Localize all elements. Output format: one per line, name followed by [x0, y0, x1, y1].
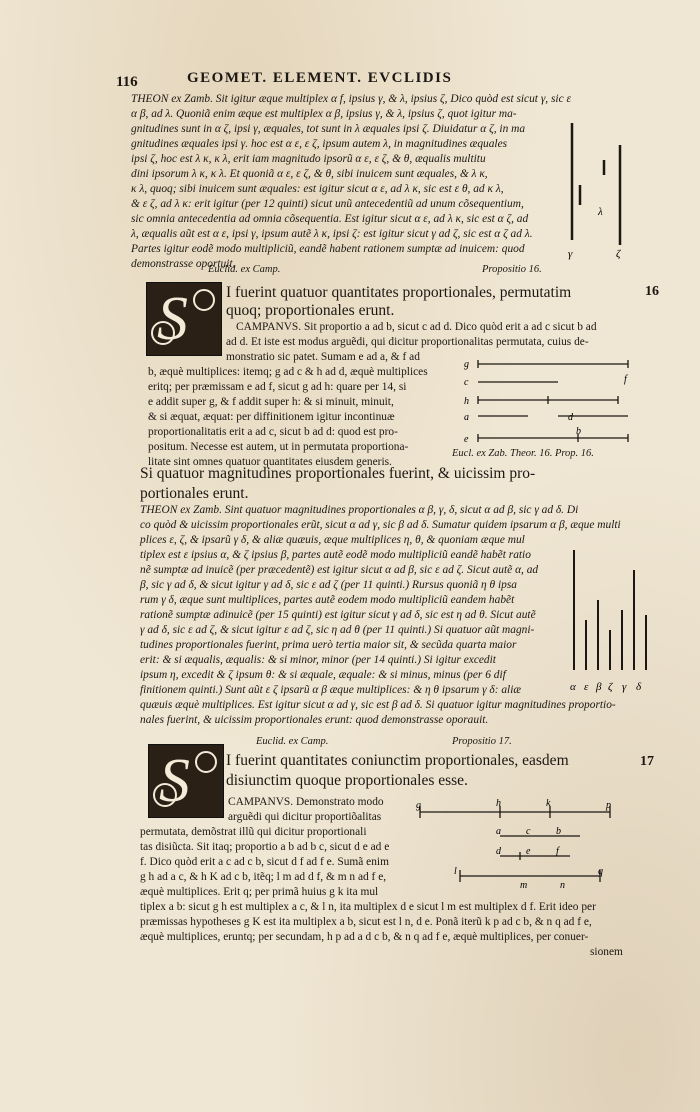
text-line: & si æquat, æquat: per diffinitionem igitur incontinuæ [148, 411, 395, 423]
caption-euclid-camp-17: Euclid. ex Camp. [256, 736, 329, 747]
diagram-label: γ [622, 681, 627, 693]
diagram-multiples-1 [560, 115, 640, 265]
text-line: litate sint omnes quatuor quantitates eiusdem generis. [148, 456, 392, 468]
text-line: erit: & si æqualis, æqualis: & si minor, minor (per 14 quinti.) Si igitur excedit [140, 654, 496, 666]
theon-heading-16-line-1: Si quatuor magnitudines proportionales fuerint, & uicissim pro- [140, 465, 536, 482]
text-line: rationẽ sumptæ adinuicẽ (per 15 quinti) est igitur sicut γ ad δ, sic est η ad θ. Sicut autẽ [140, 609, 536, 621]
diagram-label: m [520, 880, 528, 891]
decorated-initial-s: S [146, 282, 222, 356]
diagram-label: h [496, 798, 501, 809]
caption-propositio: Propositio 16. [482, 264, 542, 275]
text-line: arguẽdi qui dicitur proportiõalitas [228, 811, 382, 823]
diagram-label: f [624, 374, 627, 385]
proposition-17-line-1: I fuerint quantitates coniunctim proportionales, easdem [226, 752, 569, 769]
text-line: b, æquè multiplices: itemq; g ad c & h ad d, æquè multiplices [148, 366, 428, 378]
diagram-label: γ [568, 248, 573, 260]
text-line: nales fuerint, & uicissim proportionales erunt: quod demonstrasse oporauit. [140, 714, 489, 726]
diagram-label: ζ [616, 248, 621, 260]
theon-block-1 [131, 92, 571, 272]
text-line: eritq; per præmissam e ad f, sicut g ad h: quare per 14, si [148, 381, 407, 393]
diagram-label: a [464, 412, 469, 423]
text-line: monstratio sic patet. Sumam e ad a, & f ad [226, 351, 420, 363]
proposition-16-line-1: I fuerint quatuor quantitates proportionales, permutatim [226, 284, 572, 301]
diagram-label: g [464, 359, 469, 370]
caption-eucl-zab-16: Eucl. ex Zab. Theor. 16. Prop. 16. [452, 448, 594, 459]
text-line: proportionalitatis erit a ad c, sicut b ad d: quod est pro- [148, 426, 398, 438]
diagram-label: δ [636, 681, 642, 693]
diagram-label: h [464, 396, 469, 407]
text-line: CAMPANVS. Demonstrato modo [228, 796, 384, 808]
text-line: THEON ex Zamb. Sit igitur æque multiplex α f, ipsius γ, & λ, ipsius ζ, Dico quòd est sicut γ, sic ε [131, 93, 571, 105]
diagram-segments-16 [458, 352, 648, 452]
text-line: CAMPANVS. Sit proportio a ad b, sicut c ad d. Dico quòd erit a ad c sicut b ad [236, 321, 597, 333]
diagram-label: e [464, 434, 469, 445]
proposition-17-line-2: disiunctim quoque proportionales esse. [226, 772, 468, 789]
diagram-label: β [596, 681, 602, 693]
text-line: demonstrasse oportuit. [131, 258, 236, 270]
page-number: 116 [116, 74, 138, 90]
text-line: sic omnia antecedentia ad omnia cõsequentia. Est igitur sicut α ε, ad λ κ, sic est α ζ, ad [131, 213, 529, 225]
text-line: ipsum η, excedit & ζ ipsum θ: & si æquale, æquale: & si minus, minus (per 6 dif [140, 669, 506, 681]
caption-euclid-camp: Euclid. ex Camp. [208, 264, 281, 275]
margin-number-16: 16 [645, 284, 659, 299]
text-line: e addit super g, & f addit super h: & si minuit, minuit, [148, 396, 394, 408]
text-line: tiplex est ε ipsius α, & ζ ipsius β, partes autẽ eodẽ modo multipliciũ eandẽ habẽt ratio [140, 549, 531, 561]
decorated-initial-s-17: S [148, 744, 224, 818]
caption-propositio-17: Propositio 17. [452, 736, 512, 747]
margin-number-17: 17 [640, 754, 654, 769]
diagram-label: g [416, 800, 421, 811]
diagram-label: a [496, 826, 501, 837]
text-line: λ, æqualis aũt est α ε, ipsi γ, ipsum autẽ λ κ, ipsi ζ: est igitur sicut γ ad ζ, sic est α ζ ad λ. [131, 228, 533, 240]
text-line: tiplex a b: sicut g h est multiplex a c, & l n, ita multiplex d e sicut l m est multiplex d f. Erit ideo per [140, 901, 596, 913]
diagram-label: b [576, 426, 581, 437]
running-title: GEOMET. ELEMENT. EVCLIDIS [187, 70, 453, 86]
text-line: ad d. Et iste est modus arguẽdi, qui dicitur proportionalitas permutata, cuius de- [226, 336, 589, 348]
text-line: sionem [590, 946, 623, 958]
text-line: co quòd & uicissim proportionales erũt, sicut α ad γ, sic β ad δ. Sumatur quidem ipsarum α β, æque multi [140, 519, 621, 531]
text-line: f. Dico quòd erit a c ad c b, sicut d f ad f e. Sumã enim [140, 856, 389, 868]
diagram-label: d [496, 846, 501, 857]
diagram-label: n [560, 880, 565, 891]
text-line: tas disiũcta. Sit itaq; proportio a b ad b c, sicut d e ad e [140, 841, 390, 853]
diagram-label: α [570, 681, 576, 693]
text-line: æquè multiplices, eruntq; per secundam, h p ad a d c b, & n q ad f e, æquè multiplices, per conuer- [140, 931, 589, 943]
text-line: finitionem quinti.) Sunt aũt ε ζ ipsarũ α β æque multiplices: & η θ ipsarum γ δ: aliæ [140, 684, 521, 696]
diagram-label: d [568, 412, 573, 423]
text-line: positum. Necesse est autem, ut in permutata proportiona- [148, 441, 409, 453]
theon-block-2 [140, 503, 621, 728]
diagram-label: k [546, 798, 551, 809]
diagram-label: e [526, 846, 531, 857]
diagram-label: λ [598, 206, 603, 218]
text-line: & ε ζ, ad λ κ: erit igitur (per 12 quinti) sicut unũ antecedentiũ ad unum cõsequentium, [131, 198, 524, 210]
text-line: quæuis æquè multiplices. Est igitur sicut α ad γ, sic est β ad δ. Si quatuor igitur magnitudines proportio- [140, 699, 616, 711]
ornament-icon [193, 289, 215, 311]
text-line: præmissas hypotheses g K est ita multiplex a b, sicut est l n, d e. Ponã iterũ k p ad c b, & n q ad f e, [140, 916, 592, 928]
diagram-label: f [556, 846, 559, 857]
diagram-segments-17 [410, 796, 645, 891]
text-line: γ ad δ, sic ε ad ζ, & sicut igitur ε ad ζ, sic η ad θ (per 11 quinti.) Si quatuor aũt magni- [140, 624, 535, 636]
text-line: tudines proportionales fuerint, prima uerò tertia maior sit, & secũda quarta maior [140, 639, 517, 651]
diagram-label: ζ [608, 681, 613, 693]
diagram-label: ε [584, 681, 589, 693]
text-line: α β, ad λ. Quoniã enim æque est multiplex α β, ipsius γ, & λ, ipsius ζ, quot igitur ma- [131, 108, 517, 120]
diagram-label: c [526, 826, 531, 837]
text-line: THEON ex Zamb. Sint quatuor magnitudines proportionales α β, γ, δ, sicut α ad β, sic γ ad δ. Di [140, 504, 579, 516]
text-line: permutata, demõstrat illũ qui dicitur proportionali [140, 826, 367, 838]
diagram-multiples-2 [560, 540, 660, 700]
diagram-label: c [464, 377, 469, 388]
text-line: g h ad a c, & h K ad c b, itẽq; l m ad d f, & m n ad f e, [140, 871, 387, 883]
diagram-label: l [454, 866, 457, 877]
diagram-label: p [606, 800, 611, 811]
theon-heading-16-line-2: portionales erunt. [140, 485, 249, 502]
text-line: β, sic γ ad δ, & sicut igitur γ ad δ, sic ε ad ζ (per 11 quinti.) Rursus quoniã η θ ipsa [140, 579, 517, 591]
text-line: ipsi ζ, hoc est λ κ, κ λ, erit iam magnitudo ipsorũ α ε, ε ζ, & θ, æqualis multitu [131, 153, 486, 165]
text-line: gnitudines sunt in α ζ, ipsi γ, æquales, tot sunt in λ æquales ipsi ζ. Diuidatur α ζ, in ma [131, 123, 526, 135]
text-line: gnitudines æquales ipsi γ. hoc est α ε, ε ζ, ipsum autem λ, in magnitudines æquales [131, 138, 508, 150]
text-line: plices ε, ζ, & ipsarũ γ δ, & aliæ quæuis, æque multiplices η, θ, & quoniam æque mul [140, 534, 525, 546]
diagram-label: q [598, 866, 603, 877]
ornament-icon [195, 751, 217, 773]
text-line: æquè multiplices. Erit q; per primã huius g k ita mul [140, 886, 379, 898]
diagram-label: b [556, 826, 561, 837]
text-line: Partes igitur eodẽ modo multipliciũ, eandẽ habent rationem sumptæ ad inuicem: quod [131, 243, 525, 255]
text-line: rum γ δ, æque sunt multiplices, partes autẽ eodem modo multipliciũ eandem habẽt [140, 594, 515, 606]
text-line: dini ipsorum λ κ, κ λ. Et quoniã α ε, ε ζ, & θ, sibi inuicem sunt æquales, & λ κ, [131, 168, 488, 180]
proposition-16-line-2: quoq; proportionales erunt. [226, 302, 395, 319]
text-line: nẽ sumptæ ad inuicẽ (per præcedentẽ) est igitur sicut α ad β, sic ε ad ζ. Sicut autẽ α, ad [140, 564, 539, 576]
text-line: κ λ, quoq; sibi inuicem sunt æquales: est igitur sicut α ε, ad λ κ, sic est ε θ, ad κ λ, [131, 183, 504, 195]
